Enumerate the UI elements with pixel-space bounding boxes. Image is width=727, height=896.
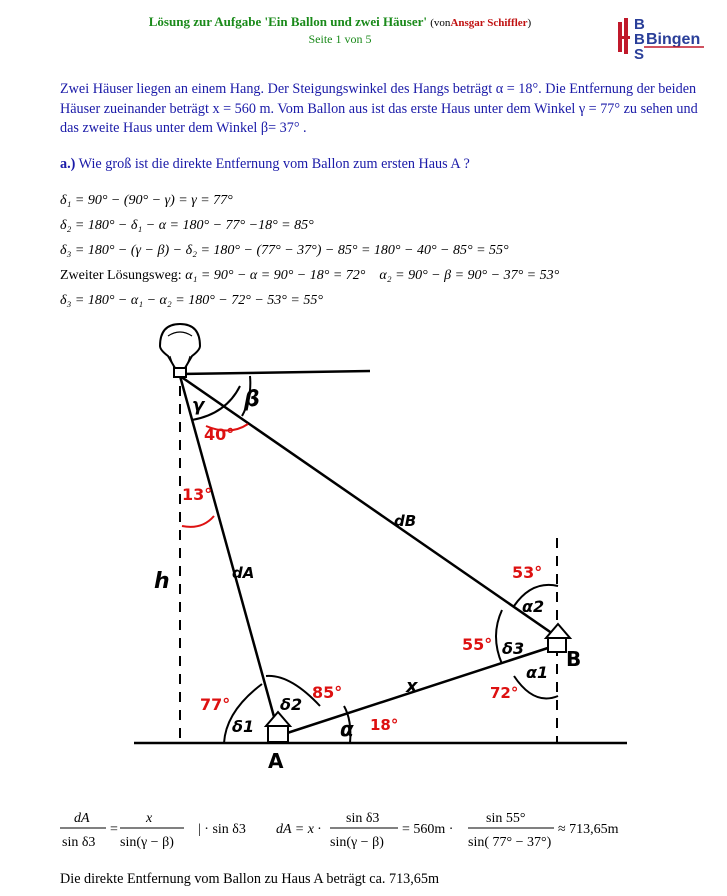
frac4-num: sin 55° bbox=[486, 811, 526, 826]
document-title bbox=[60, 14, 620, 31]
logo-letter-s: S bbox=[634, 46, 645, 62]
label-beta: β bbox=[244, 387, 260, 412]
label-alpha1: α1 bbox=[526, 663, 549, 682]
formula-delta2: δ₂ = 180° − δ₁ − α = 180° − 77° −18° = 85° bbox=[60, 218, 314, 233]
line-dB bbox=[180, 376, 556, 636]
final-formula bbox=[58, 806, 698, 856]
logo-crossbar bbox=[618, 36, 630, 39]
label-B: B bbox=[566, 647, 582, 671]
title-by-suffix: ) bbox=[527, 17, 532, 29]
alt-solution-label: Zweiter Lösungsweg: bbox=[60, 268, 182, 283]
label-13: 13° bbox=[182, 485, 213, 504]
logo-word: Bingen bbox=[646, 31, 701, 48]
balloon-icon bbox=[160, 324, 200, 377]
final-answer: Die direkte Entfernung vom Ballon zu Haus A beträgt ca. 713,65m bbox=[60, 871, 440, 887]
formula-delta3: δ₃ = 180° − (γ − β) − δ₂ = 180° − (77° − 37°) − 85° = 180° − 40° − 85° = 55° bbox=[60, 243, 509, 258]
label-85: 85° bbox=[312, 683, 343, 702]
formula-alpha2: α₂ = 90° − β = 90° − 37° = 53° bbox=[379, 268, 560, 283]
label-40: 40° bbox=[204, 425, 235, 444]
label-alpha: α bbox=[340, 717, 354, 741]
frac1-den: sin δ3 bbox=[62, 835, 96, 850]
page-number: Seite 1 von 5 bbox=[308, 32, 372, 46]
label-53: 53° bbox=[512, 563, 543, 582]
title-author: Ansgar Schiffler bbox=[450, 17, 528, 29]
frac3-num: sin δ3 bbox=[346, 811, 380, 826]
balloon-diagram bbox=[130, 316, 630, 786]
dA-equals: dA = x · bbox=[276, 822, 321, 837]
problem-statement: Zwei Häuser liegen an einem Hang. Der Steigungswinkel des Hangs beträgt α = 18°. Die Entfernung der beiden Häuser zueinander beträgt x = 560 m. Vom Ballon aus ist das erste Haus unter dem Winkel γ = 77° zu sehen und das zweite Haus unter dem Winkel β= 37° . bbox=[60, 81, 698, 136]
label-gamma: γ bbox=[192, 395, 205, 416]
frac2-den: sin(γ − β) bbox=[120, 835, 174, 850]
label-dB: dB bbox=[394, 512, 417, 530]
question-a bbox=[60, 156, 470, 173]
frac2-num: x bbox=[146, 811, 153, 826]
label-A: A bbox=[268, 749, 284, 773]
eq-560: = 560m · bbox=[402, 822, 454, 837]
formula-delta1: δ₁ = 90° − (90° − γ) = γ = 77° bbox=[60, 193, 233, 208]
title-main: Lösung zur Aufgabe 'Ein Ballon und zwei Häuser' bbox=[148, 14, 428, 29]
label-dA: dA bbox=[232, 564, 255, 582]
formula-delta3-alt: δ₃ = 180° − α₁ − α₂ = 180° − 72° − 53° = 55° bbox=[60, 293, 323, 308]
label-77: 77° bbox=[200, 695, 231, 714]
label-h: h bbox=[154, 569, 170, 594]
alt-solution-line bbox=[60, 268, 559, 284]
question-text: Wie groß ist die direkte Entfernung vom Ballon zum ersten Haus A ? bbox=[78, 156, 470, 172]
label-delta2: δ2 bbox=[280, 695, 303, 714]
frac4-den: sin( 77° − 37°) bbox=[468, 835, 552, 850]
house-a-icon bbox=[266, 712, 290, 742]
eq-1: = bbox=[110, 822, 118, 837]
label-x: x bbox=[406, 676, 418, 697]
label-72: 72° bbox=[490, 684, 519, 702]
question-label: a.) bbox=[60, 156, 76, 172]
label-18: 18° bbox=[370, 716, 399, 734]
balloon-horizontal bbox=[180, 371, 370, 374]
result-value: ≈ 713,65m bbox=[558, 822, 619, 837]
title-by-prefix: (von bbox=[430, 17, 451, 29]
label-alpha2: α2 bbox=[522, 597, 545, 616]
multiply-step: | · sin δ3 bbox=[198, 822, 246, 837]
label-55: 55° bbox=[462, 635, 493, 654]
formula-alpha1: α₁ = 90° − α = 90° − 18° = 72° bbox=[185, 268, 366, 283]
label-delta3: δ3 bbox=[502, 639, 525, 658]
logo-letter-b1: B bbox=[634, 16, 645, 33]
label-delta1: δ1 bbox=[232, 717, 255, 736]
frac1-num: dA bbox=[74, 811, 90, 826]
bbs-bingen-logo bbox=[616, 14, 706, 62]
logo-letter-b2: B bbox=[634, 31, 645, 48]
frac3-den: sin(γ − β) bbox=[330, 835, 384, 850]
arc-13 bbox=[182, 516, 214, 527]
